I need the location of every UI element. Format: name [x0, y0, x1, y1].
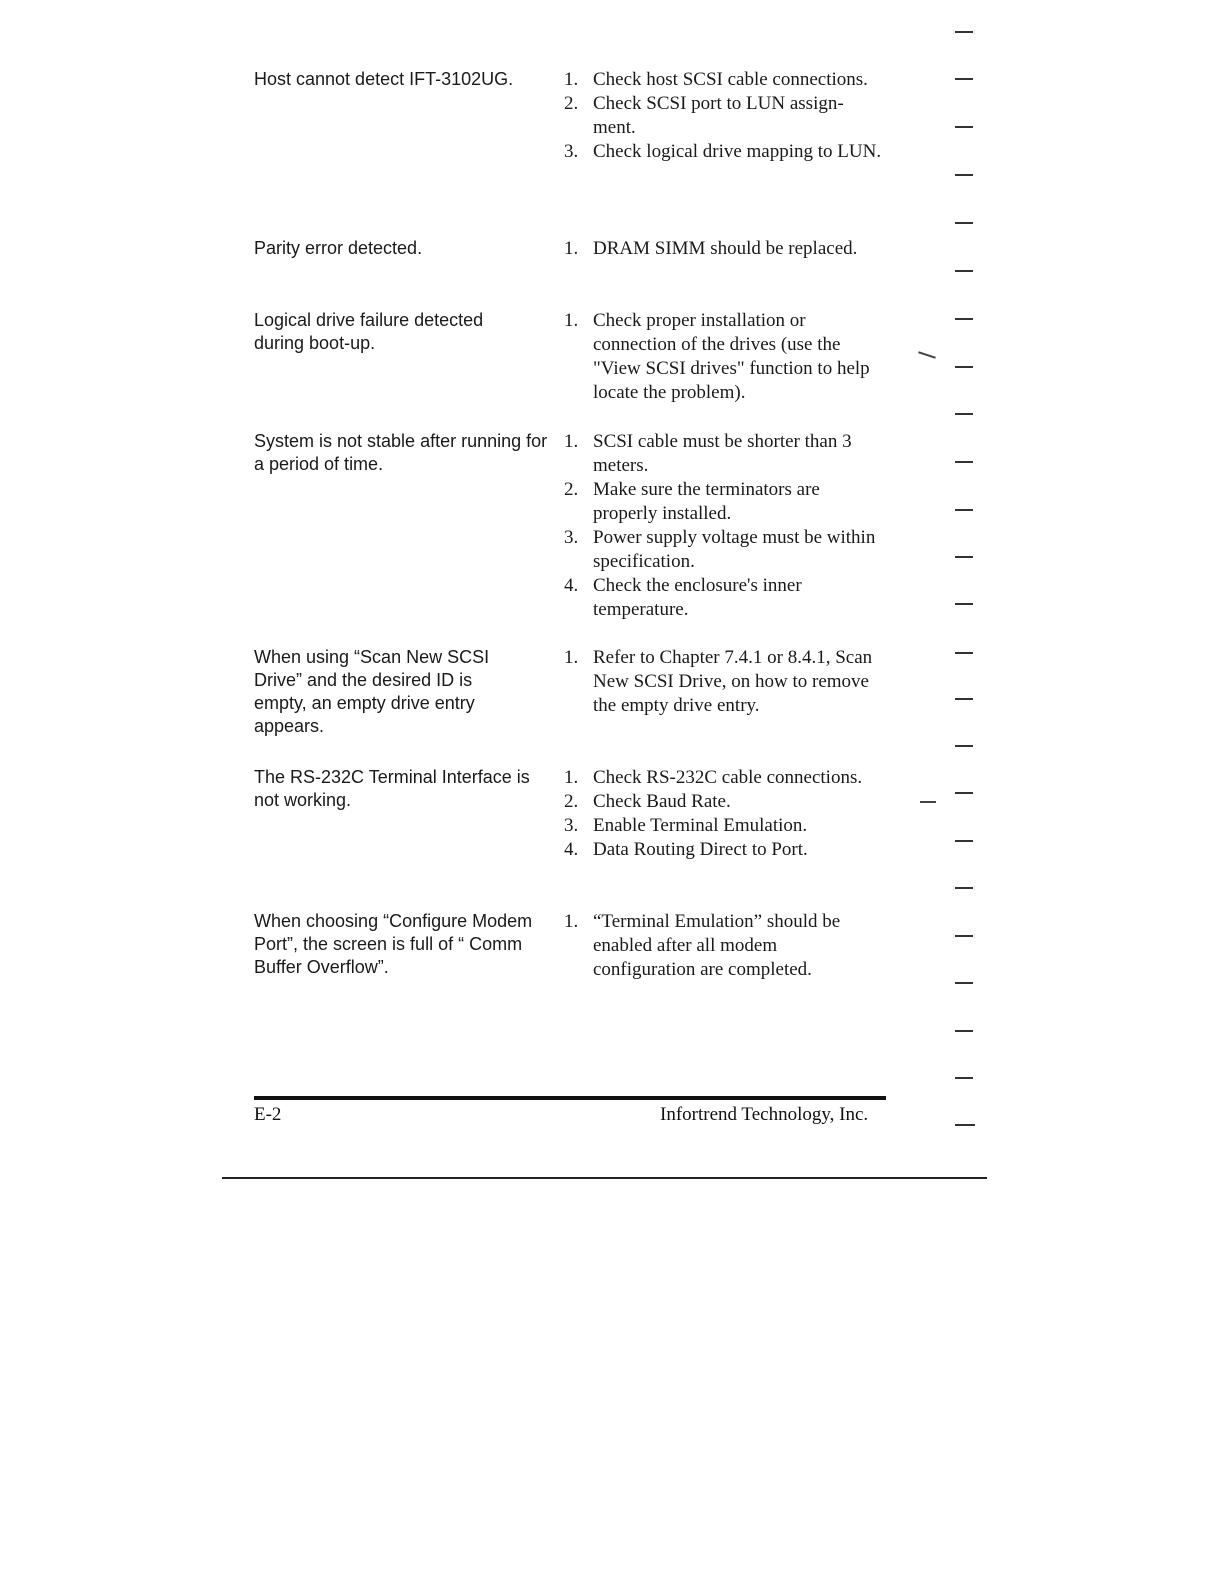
- solution-number: 1.: [564, 431, 579, 452]
- solution-text: Make sure the terminators are properly installed.: [593, 479, 820, 524]
- solution-text: “Terminal Emulation” should be enabled after all modem configuration are completed.: [593, 911, 841, 980]
- margin-tick: [955, 366, 973, 368]
- margin-tick: [955, 461, 973, 463]
- solution-number: 1.: [564, 647, 579, 668]
- solution-list: [564, 910, 884, 982]
- solution-text: Check the enclosure's inner temperature.: [593, 575, 802, 620]
- problem-text: System is not stable after running for a period of time.: [254, 431, 548, 474]
- margin-tick: [955, 887, 973, 889]
- margin-tick: [955, 603, 973, 605]
- solution-item: [564, 237, 884, 261]
- solution-item: [564, 526, 884, 574]
- margin-tick: [955, 1124, 975, 1126]
- solution-text: Check logical drive mapping to LUN.: [593, 141, 882, 162]
- solution-text: Check Baud Rate.: [593, 791, 731, 812]
- margin-tick: [955, 126, 973, 128]
- solution-text: Check proper installation or connection of the drives (use the "View SCSI drives" function to help locate the problem).: [593, 310, 870, 403]
- footer-rule: [254, 1096, 886, 1100]
- margin-tick: [955, 840, 973, 842]
- margin-tick: [955, 698, 973, 700]
- solution-number: 1.: [564, 310, 579, 331]
- solution-item: [564, 92, 884, 140]
- solution-number: 4.: [564, 839, 579, 860]
- solution-number: 3.: [564, 141, 579, 162]
- solution-text: Check SCSI port to LUN assign-ment.: [593, 93, 844, 138]
- solution-text: Enable Terminal Emulation.: [593, 815, 808, 836]
- solution-number: 1.: [564, 238, 579, 259]
- solution-item: [564, 814, 884, 838]
- solution-item: [564, 574, 884, 622]
- solution-text: Check host SCSI cable connections.: [593, 69, 868, 90]
- scan-mark: [918, 351, 936, 358]
- problem-text: When choosing “Configure Modem Port”, the screen is full of “ Comm Buffer Overflow”.: [254, 911, 533, 977]
- margin-tick: [955, 935, 973, 937]
- solution-text: Data Routing Direct to Port.: [593, 839, 808, 860]
- margin-tick: [955, 745, 973, 747]
- problem-text: When using “Scan New SCSI Drive” and the desired ID is empty, an empty drive entry appears.: [254, 647, 490, 736]
- solution-number: 1.: [564, 767, 579, 788]
- problem-text: Parity error detected.: [254, 238, 423, 258]
- margin-tick: [955, 174, 973, 176]
- scan-mark: [920, 801, 936, 803]
- solution-list: [564, 68, 884, 164]
- solution-item: [564, 309, 884, 405]
- solution-number: 3.: [564, 527, 579, 548]
- solution-item: [564, 910, 884, 982]
- margin-tick: [955, 982, 973, 984]
- solution-item: [564, 646, 884, 718]
- solution-item: [564, 790, 884, 814]
- margin-tick: [955, 31, 973, 33]
- margin-tick: [955, 78, 973, 80]
- solution-item: [564, 430, 884, 478]
- margin-tick: [955, 652, 973, 654]
- margin-tick: [955, 509, 973, 511]
- solution-text: Refer to Chapter 7.4.1 or 8.4.1, Scan New SCSI Drive, on how to remove the empty drive entry.: [593, 647, 873, 716]
- problem-text: The RS-232C Terminal Interface is not working.: [254, 767, 530, 810]
- solution-item: [564, 766, 884, 790]
- solution-item: [564, 140, 884, 164]
- solution-item: [564, 838, 884, 862]
- margin-tick: [955, 1030, 973, 1032]
- solution-item: [564, 68, 884, 92]
- solution-text: DRAM SIMM should be replaced.: [593, 238, 858, 259]
- solution-text: SCSI cable must be shorter than 3 meters.: [593, 431, 852, 476]
- solution-list: [564, 646, 884, 718]
- problem-text: Host cannot detect IFT-3102UG.: [254, 69, 514, 89]
- solution-text: Power supply voltage must be within specification.: [593, 527, 876, 572]
- solution-number: 1.: [564, 911, 579, 932]
- margin-tick: [955, 792, 973, 794]
- solution-list: [564, 766, 884, 862]
- page-number: E-2: [254, 1104, 282, 1125]
- solution-number: 2.: [564, 791, 579, 812]
- company-name: Infortrend Technology, Inc.: [660, 1104, 869, 1125]
- solution-number: 2.: [564, 93, 579, 114]
- solution-text: Check RS-232C cable connections.: [593, 767, 863, 788]
- margin-tick: [955, 413, 973, 415]
- margin-tick: [955, 318, 973, 320]
- solution-list: [564, 430, 884, 622]
- solution-number: 1.: [564, 69, 579, 90]
- margin-tick: [955, 556, 973, 558]
- margin-tick: [955, 222, 973, 224]
- scan-edge-line: [222, 1177, 987, 1179]
- solution-list: [564, 237, 884, 261]
- solution-list: [564, 309, 884, 405]
- problem-text: Logical drive failure detected during boot-up.: [254, 310, 484, 353]
- solution-item: [564, 478, 884, 526]
- margin-tick: [955, 1077, 973, 1079]
- solution-number: 3.: [564, 815, 579, 836]
- solution-number: 2.: [564, 479, 579, 500]
- margin-tick: [955, 270, 973, 272]
- solution-number: 4.: [564, 575, 579, 596]
